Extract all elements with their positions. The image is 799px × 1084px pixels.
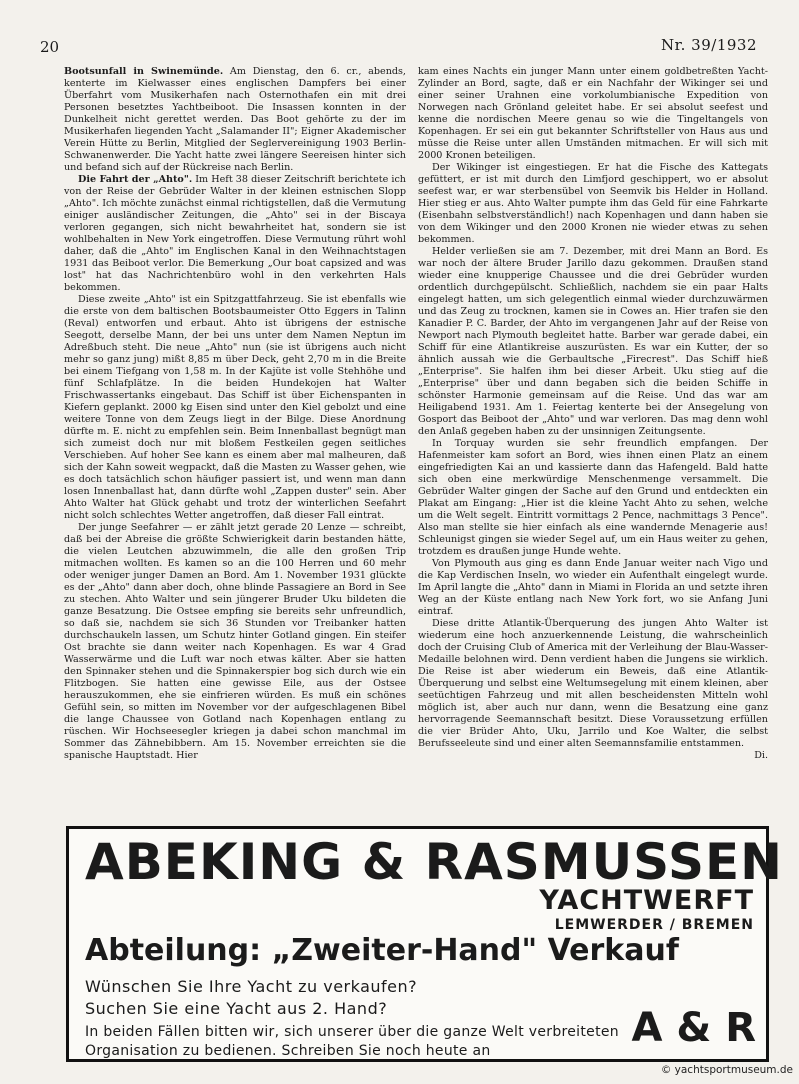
paragraph: Der Wikinger ist eingestiegen. Er hat die Fische des Kattegats gefüttert, er ist mit durch den Limfjord geschippert, wo er absolut seefest war, er war sterbensübel von Seemvik bis Helder in Holland. Hier stieg er aus. Ahto Walter pumpte ihm das Geld für eine Fahrkarte (Eisenbahn selbstverständlich!) nach Kopenhagen und dann haben sie von dem Wikinger und den 2000 Kronen nie wieder etwas zu sehen bekommen. bbox=[418, 162, 768, 245]
article-swinemuende bbox=[64, 66, 406, 174]
page-number: 20 bbox=[40, 38, 60, 56]
ad-company-name: ABEKING & RASMUSSEN bbox=[85, 833, 783, 891]
article-ahto-lead bbox=[64, 174, 406, 294]
ad-location: LEMWERDER / BREMEN bbox=[554, 917, 754, 933]
ad-body-text: In beiden Fällen bitten wir, sich unserer über die ganze Welt verbreiteten Organisation zu bedienen. Schreiben Sie noch heute an bbox=[85, 1024, 619, 1059]
paragraph: Diese dritte Atlantik-Überquerung des jungen Ahto Walter ist wiederum eine hoch anzuerkennende Leistung, die wahrscheinlich doch der Cruising Club of America mit der Verleihung der Blau-Wasser-Medaille belohnen wird. Denn verdient haben die Jungens sie wirklich. Die Reise ist aber wiederum ein Beweis, daß eine Atlantik-Überquerung und selbst eine Weltumsegelung mit einem kleinen, aber seetüchtigen Fahrzeug und mit allen bescheidensten Mitteln wohl möglich ist, aber auch nur dann, wenn die Besatzung eine ganz hervorragende Seemannschaft besitzt. Diese Voraussetzung erfüllen die vier Brüder Ahto, Uku, Jarrilo und Koe Walter, die selbst Berufsseeleute sind und einer alten Seemannsfamilie entstammen. bbox=[418, 618, 768, 749]
paragraph: Der junge Seefahrer — er zählt jetzt gerade 20 Lenze — schreibt, daß bei der Abreise die größte Schwierigkeit darin bestanden hätte, die vielen Leutchen abzuwimmeln, die alle den großen Trip mitmachen wollten. Es kamen so an die 100 Herren und 60 mehr oder weniger junger Damen an Bord. Am 1. November 1931 glückte es der „Ahto" dann aber doch, ohne blinde Passagiere an Bord in See zu stechen. Ahto Walter und sein jüngerer Bruder Uku bildeten die ganze Besatzung. Die Ostsee empfing sie bereits sehr unfreundlich, so daß sie, nachdem sie sich 36 Stunden vor Treibanker hatten durchschaukeln lassen, um Schutz hinter Gotland gingen. Ein steifer Ost brachte sie dann weiter nach Kopenhagen. Es war 4 Grad Wasserwärme und die Luft war noch etwas kälter. Aber sie hatten den Spinnaker stehen und die Spinnakerspier bog sich durch wie ein Flitzbogen. Sie hatten eine gewisse Eile, aus der Ostsee herauszukommen, ehe sie einfrieren würden. Es muß ein schönes Gefühl sein, so mitten im November vor der aufgeschlagenen Bibel die lange Chaussee von Gotland nach Kopenhagen entlang zu rüschen. Wir Hochseesegler kriegen ja dabei schon manchmal im Sommer das Zähnebibbern. Am 15. November erreichten sie die spanische Hauptstadt. Hier bbox=[64, 522, 406, 761]
ad-logo: A & R bbox=[631, 1005, 756, 1051]
ad-subheadline: YACHTWERFT bbox=[539, 885, 754, 916]
issue-number: Nr. 39/1932 bbox=[661, 36, 757, 54]
paragraph: kam eines Nachts ein junger Mann unter einem goldbetreßten Yacht-Zylinder an Bord, sagte, daß er ein Nachfahr der Wikinger sei und einer seiner Urahnen eine vorkolumbianische Expedition von Norwegen nach Grönland geleitet habe. Er sei absolut seefest und kenne die nordischen Meere genau so wie die Tingeltangels von Kopenhagen. Er sei ein gut bekannter Schriftsteller von Haus aus und müsse die Reise unter allen Umständen mitmachen. Er will sich mit 2000 Kronen beteiligen. bbox=[418, 66, 768, 161]
left-column bbox=[64, 66, 406, 810]
ad-department: Abteilung: „Zweiter-Hand" Verkauf bbox=[85, 933, 679, 968]
author-signature: Di. bbox=[754, 750, 768, 761]
paragraph: In Torquay wurden sie sehr freundlich empfangen. Der Hafenmeister kam sofort an Bord, wies ihnen einen Platz an einem eingefriedigten Kai an und kassierte dann das Hafengeld. Bald hatte sich oben eine merkwürdige Menschenmenge versammelt. Die Gebrüder Walter gingen der Sache auf den Grund und entdeckten ein Plakat am Eingang: „Hier ist die kleine Yacht Ahto zu sehen, welche um die Welt segelt. Eintritt vormittags 2 Pence, nachmittags 3 Pence". Also man stellte sie hier einfach als eine wandernde Menagerie aus! Schleunigst gingen sie wieder Segel auf, um ein Haus weiter zu gehen, trotzdem es draußen junge Hunde wehte. bbox=[418, 438, 768, 557]
ad-question-sell: Wünschen Sie Ihre Yacht zu verkaufen? bbox=[85, 977, 418, 996]
right-column bbox=[418, 66, 768, 810]
article-swinemuende-title: Bootsunfall in Swinemünde. bbox=[64, 66, 224, 77]
paragraph: Helder verließen sie am 7. Dezember, mit drei Mann an Bord. Es war noch der ältere Bruder Jarillo dazu gekommen. Draußen stand wieder eine knupperige Chaussee und die drei Gebrüder wurden ordentlich durchgepülscht. Schließlich, nachdem sie ein paar Halts eingelegt hatten, um sich gelegentlich einmal wieder durchzuwärmen und das Zeug zu trocknen, kamen sie in Cowes an. Hier trafen sie den Kanadier P. C. Barder, der Ahto im vergangenen Jahr auf der Reise von Newport nach Plymouth begleitet hatte. Barber war gerade dabei, ein Schiff für eine Atlantikreise auszurüsten. Es war ein Kutter, der so ähnlich aussah wie die Gerbaultsche „Firecrest". Das Schiff hieß „Enterprise". Sie halfen ihm bei dieser Arbeit. Uku stieg auf die „Enterprise" über und dann begaben sich die beiden Schiffe in schönster Harmonie gemeinsam auf die Reise. Und das war am Heiligabend 1931. Am 1. Feiertag kenterte bei der Ansegelung von Gosport das Beiboot der „Ahto" und war verloren. Das mag denn wohl den Anlaß gegeben haben zu der unsinnigen Zeitungsente. bbox=[418, 246, 768, 437]
article-swinemuende-body: Am Dienstag, den 6. cr., abends, kenterte im Kielwasser eines englischen Dampfers bei einer Überfahrt vom Musikerhafen nach Osternothafen ein mit drei Personen besetztes Yachtbeiboot. Die Insassen konnten in der Dunkelheit nicht gerettet werden. Das Boot gehörte zu der im Musikerhafen liegenden Yacht „Salamander II"; Eigner Akademischer Verein Hütte zu Berlin, Mitglied der Seglervereinigung 1903 Berlin-Schwanenwerder. Die Yacht hatte zwei längere Seereisen hinter sich und befand sich auf der Rückreise nach Berlin. bbox=[64, 66, 406, 173]
advertisement-box bbox=[66, 826, 783, 1062]
ad-question-buy: Suchen Sie eine Yacht aus 2. Hand? bbox=[85, 999, 388, 1018]
article-ahto-lead-text: Im Heft 38 dieser Zeitschrift berichtete ich von der Reise der Gebrüder Walter in der kleinen estnischen Slopp „Ahto". Ich möchte zunächst einmal richtigstellen, daß die Vermutung einiger ausländischer Zeitungen, die „Ahto" sei in der Biscaya verloren gegangen, sich nicht bewahrheitet hat, sondern sie ist wohlbehalten in New York eingetroffen. Diese Vermutung rührt wohl daher, daß die „Ahto" im Englischen Kanal in den Weihnachtstagen 1931 das Beiboot verlor. Die Bemerkung „Our boat capsized and was lost" hat das Nachrichtenbüro wohl in den verkehrten Hals bekommen. bbox=[64, 174, 406, 293]
article-ahto-title: Die Fahrt der „Ahto". bbox=[78, 174, 193, 185]
paragraph: Diese zweite „Ahto" ist ein Spitzgattfahrzeug. Sie ist ebenfalls wie die erste von dem baltischen Bootsbaumeister Otto Eggers in Talinn (Reval) entworfen und erbaut. Ahto ist übrigens der estnische Seegott, derselbe Mann, der bei uns unter dem Namen Neptun im Adreßbuch steht. Die neue „Ahto" nun (sie ist übrigens auch nicht mehr so ganz jung) mißt 8,85 m über Deck, geht 2,70 m in die Breite bei einem Tiefgang von 1,58 m. In der Kajüte ist volle Stehhöhe und fünf Schlafplätze. In die beiden Hundekojen hat Walter Frischwassertanks eingebaut. Das Schiff ist über Eichenspanten in Kiefern geplankt. 2000 kg Eisen sind unter den Kiel gebolzt und eine weitere Tonne von dem Zeugs liegt in der Bilge. Diese Anordnung dürfte m. E. nicht zu empfehlen sein. Beim Innenballast begnügt man sich zumeist doch nur mit bloßem Festkeilen gegen seitliches Verschieben. Auf hoher See kann es einem aber mal malheuren, daß sich der Kahn soweit wegpackt, daß die Masten zu Wasser gehen, wie es doch tatsächlich schon häufiger passiert ist, und wenn man dann losen Innenballast hat, dann dürfte wohl „Zappen duster" sein. Aber Ahto Walter hat Glück gehabt und trotz der winterlichen Seefahrt nicht solch schlechtes Wetter angetroffen, daß dieser Fall eintrat. bbox=[64, 294, 406, 521]
paragraph: Von Plymouth aus ging es dann Ende Januar weiter nach Vigo und die Kap Verdischen Inseln, wo wieder ein Aufenthalt eingelegt wurde. Im April langte die „Ahto" dann in Miami in Florida an und setzte ihren Weg an der Küste entlang nach New York fort, wo sie Anfang Juni eintraf. bbox=[418, 558, 768, 617]
copyright-watermark: © yachtsportmuseum.de bbox=[660, 1064, 793, 1076]
